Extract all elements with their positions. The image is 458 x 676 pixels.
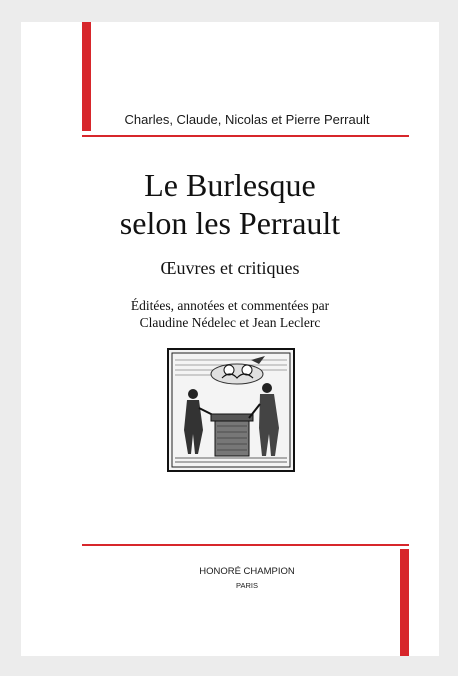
- publisher-city: PARIS: [236, 581, 258, 590]
- title-line-1: Le Burlesque: [144, 167, 316, 203]
- title-line-2: selon les Perrault: [119, 205, 341, 241]
- red-rule-top-horizontal: [82, 135, 409, 137]
- book-title: [40, 166, 420, 242]
- engraving-illustration-icon: [167, 348, 295, 472]
- editors-line-2: Claudine Nédelec et Jean Leclerc: [139, 315, 321, 330]
- publisher-name: HONORÉ CHAMPION: [199, 566, 295, 577]
- editors-block: [40, 297, 420, 331]
- editors-line-1: Éditées, annotées et commentées par: [130, 298, 330, 313]
- authors-line: Charles, Claude, Nicolas et Pierre Perrault: [124, 112, 370, 127]
- book-subtitle: Œuvres et critiques: [160, 258, 300, 278]
- red-rule-bottom-horizontal: [82, 544, 409, 546]
